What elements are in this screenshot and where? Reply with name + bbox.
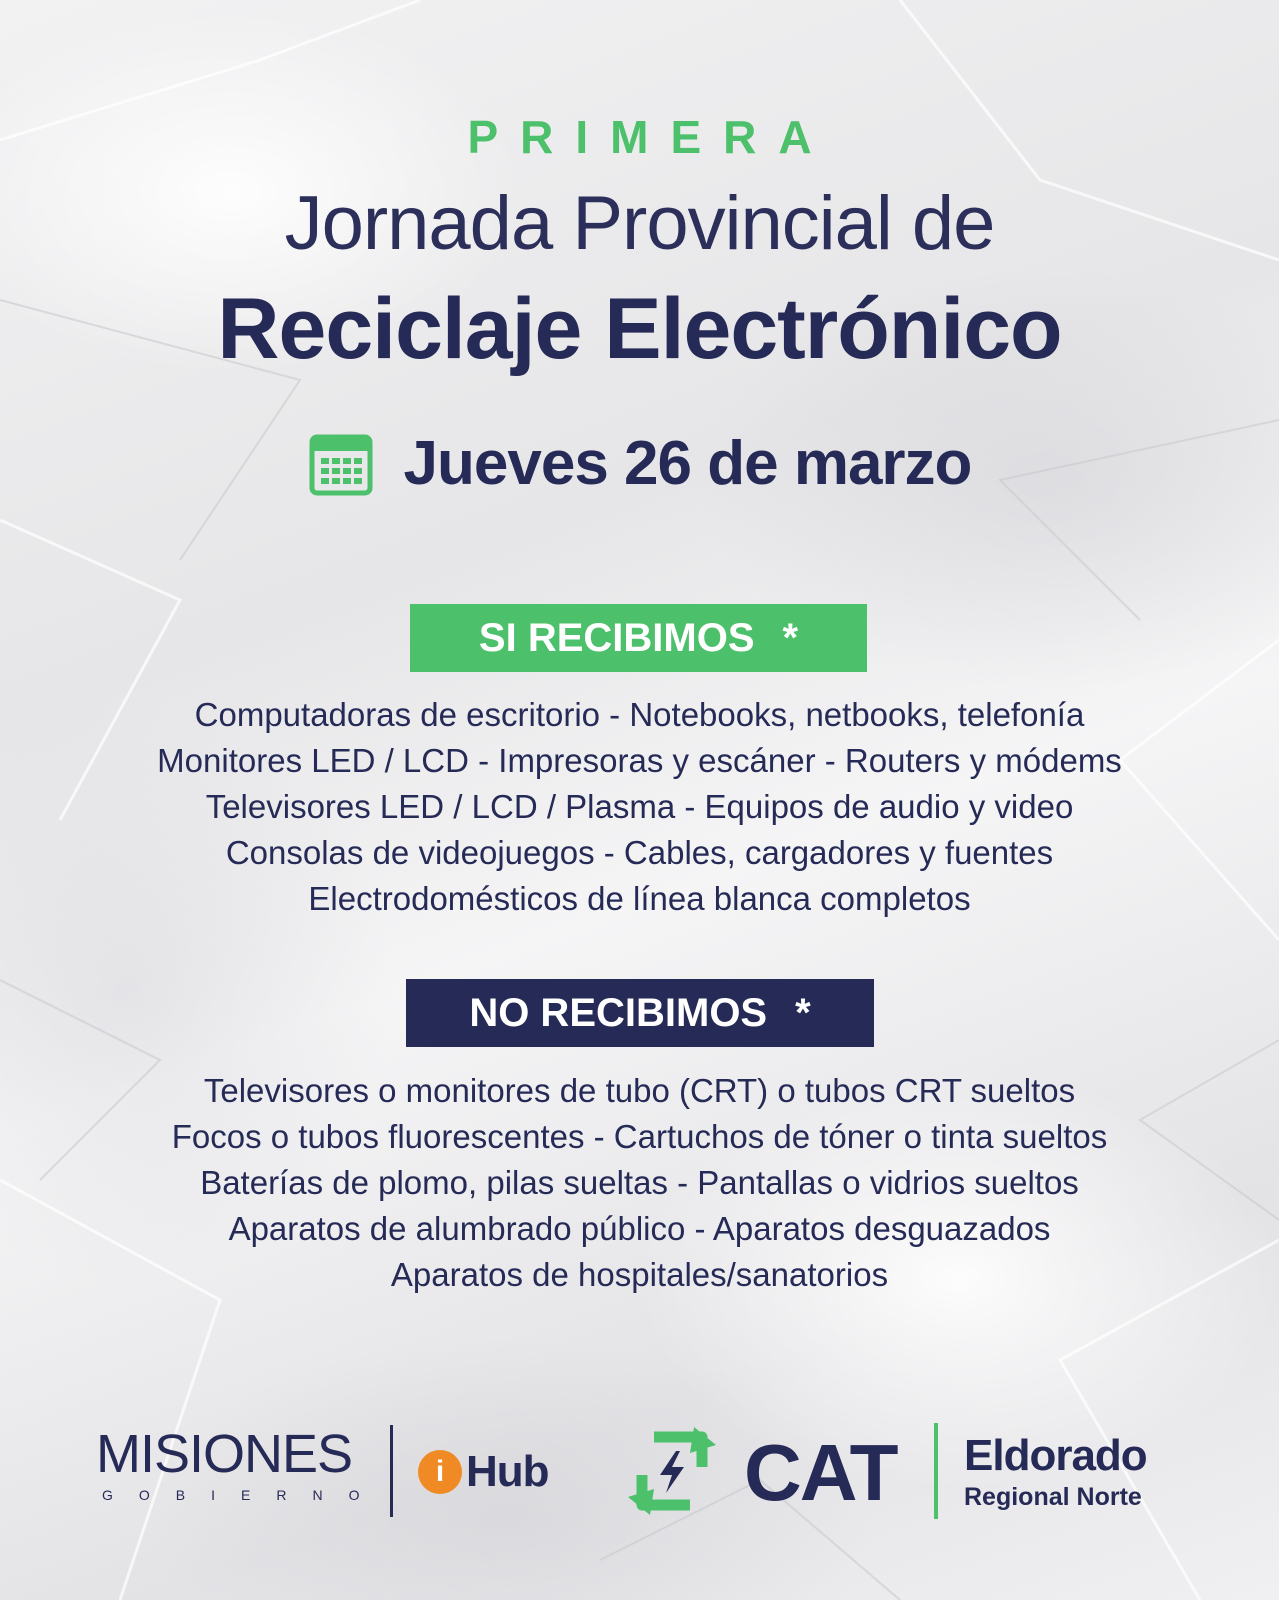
- rejected-label-text: NO RECIBIMOS: [469, 990, 768, 1035]
- list-item: Televisores LED / LCD / Plasma - Equipos de audio y video: [205, 788, 1074, 825]
- list-item: Monitores LED / LCD - Impresoras y escáner - Routers y módems: [157, 742, 1122, 779]
- list-item: Electrodomésticos de línea blanca completos: [308, 880, 971, 917]
- list-item: Focos o tubos fluorescentes - Cartuchos de tóner o tinta sueltos: [171, 1118, 1108, 1155]
- title-line-1: Jornada Provincial de: [284, 181, 995, 266]
- title-line-2: Reciclaje Electrónico: [217, 281, 1062, 377]
- city-name: Eldorado: [964, 1431, 1147, 1480]
- accepted-list: [0, 692, 1279, 922]
- logo-divider: [390, 1425, 393, 1517]
- list-item: Aparatos de alumbrado público - Aparatos desguazados: [228, 1210, 1051, 1247]
- date-text: Jueves 26 de marzo: [403, 429, 972, 498]
- accepted-marker: *: [782, 615, 799, 660]
- hub-logo: [418, 1447, 549, 1497]
- misiones-logo: [96, 1423, 386, 1503]
- cat-label: CAT: [744, 1428, 897, 1517]
- misiones-subtitle: GOBIERNO: [102, 1487, 386, 1503]
- list-item: Computadoras de escritorio - Notebooks, netbooks, telefonía: [194, 696, 1085, 733]
- event-date: [0, 428, 1279, 499]
- calendar-icon: [308, 431, 374, 497]
- recycle-lightning-icon: [624, 1423, 720, 1519]
- rejected-marker: *: [795, 990, 811, 1035]
- sponsor-footer: [0, 1415, 1279, 1535]
- rejected-label: [406, 979, 874, 1047]
- location: [964, 1431, 1147, 1512]
- hub-label: Hub: [466, 1447, 549, 1496]
- cat-divider: [934, 1423, 938, 1519]
- list-item: Aparatos de hospitales/sanatorios: [390, 1256, 889, 1293]
- misiones-wordmark: MISIONES: [96, 1424, 353, 1484]
- accepted-label-text: SI RECIBIMOS: [478, 615, 755, 660]
- list-item: Consolas de videojuegos - Cables, cargadores y fuentes: [225, 834, 1054, 871]
- kicker-primera: PRIMERA: [467, 111, 834, 163]
- list-item: Televisores o monitores de tubo (CRT) o tubos CRT sueltos: [203, 1072, 1076, 1109]
- accepted-label: [410, 604, 867, 672]
- hub-icon: i: [418, 1450, 462, 1494]
- rejected-list: [0, 1068, 1279, 1298]
- list-item: Baterías de plomo, pilas sueltas - Pantallas o vidrios sueltos: [200, 1164, 1079, 1201]
- region-name: Regional Norte: [964, 1483, 1142, 1511]
